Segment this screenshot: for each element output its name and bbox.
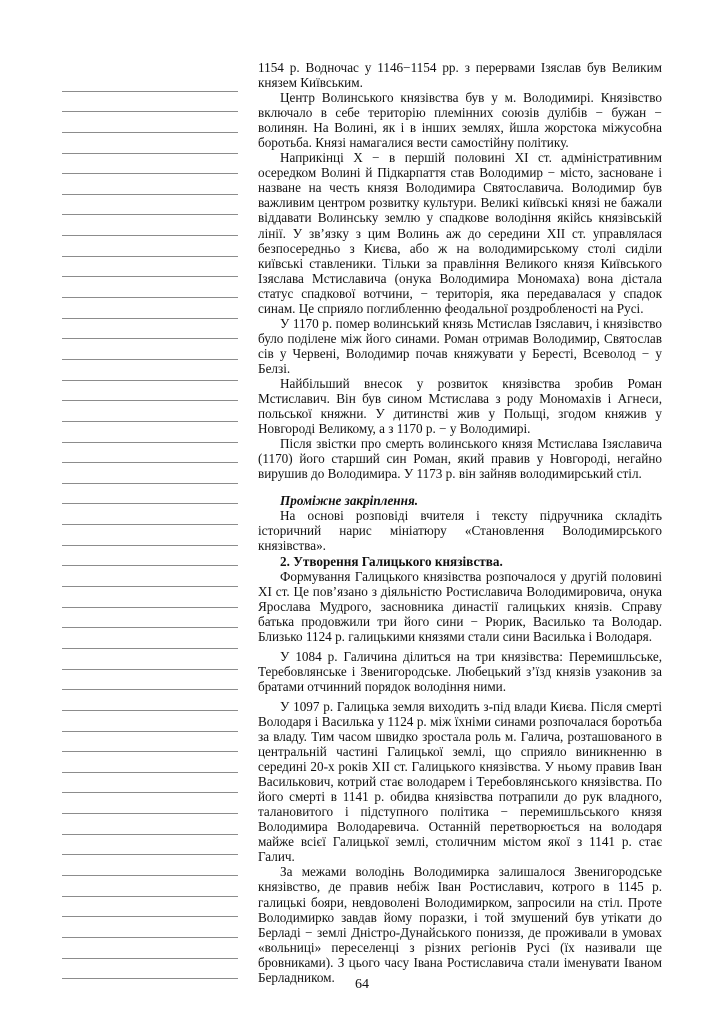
note-line xyxy=(62,236,238,257)
paragraph-volyn-center: Центр Волинського князівства був у м. Володимирі. Князівство включало в себе територію племінних союзів дулібів − бужан − волинян. На Волині, як і в інших землях, йшла жорстока міжусобна боротьба. Князі намагалися вести самостійну політику. xyxy=(258,90,662,151)
note-margin-lines xyxy=(62,71,238,979)
paragraph-1097-independence: У 1097 р. Галицька земля виходить з-під влади Києва. Після смерті Володаря і Василька у 1124 р. між їхніми синами розпочалася боротьба за владу. Тим часом швидко зростала роль м. Галича, розташованого в центральній частині Галицької землі, що сприяло виникненню в середині 20-х років XII ст. Галицького князівства. У ньому правив Іван Василькович, котрий стає володарем і Теребовлянського князівства. По його смерті в 1141 р. обидва князівства потрапили до рук владного, талановитого і підступного політика − перемишльського князя Володимира Володаревича. Останній перетворюється на володаря майже всієї Галицької землі, столичним містом якої з 1141 р. стає Галич. xyxy=(258,698,662,865)
note-line xyxy=(62,319,238,340)
note-line xyxy=(62,649,238,670)
note-line xyxy=(62,277,238,298)
note-line xyxy=(62,422,238,443)
paragraph-roman-mstyslavych: Найбільший внесок у розвиток князівства зробив Роман Мстиславич. Він був сином Мстислава з роду Мономахів і Агнеси, польської княжни. У дитинстві жив у Польщі, згодом княжив у Новгороді Великому, а з 1170 р. − у Володимирі. xyxy=(258,375,662,437)
paragraph-assignment: На основі розповіді вчителя і тексту підручника складіть історичний нарис мініатюру «Становлення Володимирського князівства». xyxy=(258,508,662,554)
note-line xyxy=(62,566,238,587)
note-line xyxy=(62,133,238,154)
note-line xyxy=(62,504,238,525)
note-line xyxy=(62,401,238,422)
note-line xyxy=(62,711,238,732)
note-line xyxy=(62,608,238,629)
note-line xyxy=(62,215,238,236)
note-line xyxy=(62,484,238,505)
page-number: 64 xyxy=(355,977,369,992)
note-line xyxy=(62,773,238,794)
heading-interim-consolidation: Проміжне закріплення. xyxy=(280,493,419,509)
note-line xyxy=(62,92,238,113)
paragraph-galicia-formation: Формування Галицького князівства розпочалося у другій половині XI ст. Це пов’язано з діяльністю Ростиславича Володимировича, онука Ярослава Мудрого, засновника династії галицьких князів. Справу батька продовжили три його сини − Рюрик, Василько та Володар. Близько 1124 р. галицькими князями стали сини Василька і Володаря. xyxy=(258,568,662,644)
note-line xyxy=(62,443,238,464)
note-line xyxy=(62,360,238,381)
note-line xyxy=(62,670,238,691)
note-line xyxy=(62,876,238,897)
paragraph-roman-accession: Після звістки про смерть волинського князя Мстислава Ізяславича (1170) його старший син Роман, який правив у Новгороді, негайно вирушив до Володимира. У 1173 р. він зайняв володимирський стіл. xyxy=(258,436,662,482)
paragraph-1084-division: У 1084 р. Галичина ділиться на три князівства: Перемишльське, Теребовлянське і Звенигородське. Любецький з’їзд князів узаконив за братами отчинний порядок володіння ними. xyxy=(258,648,662,694)
note-line xyxy=(62,732,238,753)
note-line xyxy=(62,917,238,938)
note-line xyxy=(62,71,238,92)
main-text-column xyxy=(258,60,662,985)
note-line xyxy=(62,174,238,195)
note-line xyxy=(62,154,238,175)
note-line xyxy=(62,463,238,484)
note-line xyxy=(62,752,238,773)
note-line xyxy=(62,381,238,402)
paragraph-continuation: 1154 р. Водночас у 1146−1154 рр. з перервами Ізяслав був Великим князем Київським. xyxy=(258,60,662,91)
note-line xyxy=(62,112,238,133)
note-line xyxy=(62,938,238,959)
note-line xyxy=(62,339,238,360)
note-line xyxy=(62,546,238,567)
note-line xyxy=(62,855,238,876)
note-line xyxy=(62,525,238,546)
note-line xyxy=(62,897,238,918)
note-line xyxy=(62,587,238,608)
note-line xyxy=(62,257,238,278)
note-line xyxy=(62,690,238,711)
note-line xyxy=(62,628,238,649)
note-line xyxy=(62,298,238,319)
note-line xyxy=(62,814,238,835)
paragraph-1170-division: У 1170 р. помер волинський князь Мстислав Ізяславич, і князівство було поділене між його синами. Роман отримав Володимир, Святослав сів у Червені, Володимир почав княжувати у Берестi, Всеволод − у Белзі. xyxy=(258,315,662,376)
note-line xyxy=(62,793,238,814)
paragraph-ivan-berladnyk: За межами володінь Володимирка залишалося Звенигородське князівство, де правив небіж Іван Ростиславич, котрого в 1145 р. галицькі бояри, невдоволені Володимирком, запросили на стіл. Проте Володимирко завдав йому поразки, і той змушений був утікати до Берладі − землі Дністро-Дунайського пониззя, де проживали в умовах «вольниці» переселенці з різних регіонів Русі (їх називали ще бровниками). З цього часу Івана Ростиславича стали іменувати Іваном Берладником. xyxy=(258,864,662,985)
paragraph-volodymyr-city: Наприкінці X − в першій половині XI ст. адміністративним осередком Волині й Підкарпаття став Володимир − місто, засноване і назване на честь князя Володимира Святославича. Володимир був важливим центром розвитку культури. Великі київські князі не бажали віддавати Волинську землю у спадкове володіння якійсь князівській лінії. У зв’язку з цим Волинь аж до середини XII ст. управлялася безпосередньо з Києва, або ж на володимирському столі сиділи київські ставленики. Тільки за правління Великого князя Київського Ізяслава Мстиславича (онука Володимира Мономаха) вона дістала статус спадкової вотчини, − територія, яка передавалася у спадок синам. Це сприяло поглибленню феодальної роздробленості на Русі. xyxy=(258,150,662,316)
note-line xyxy=(62,835,238,856)
note-line xyxy=(62,195,238,216)
heading-galician-principality: 2. Утворення Галицького князівства. xyxy=(280,553,503,569)
